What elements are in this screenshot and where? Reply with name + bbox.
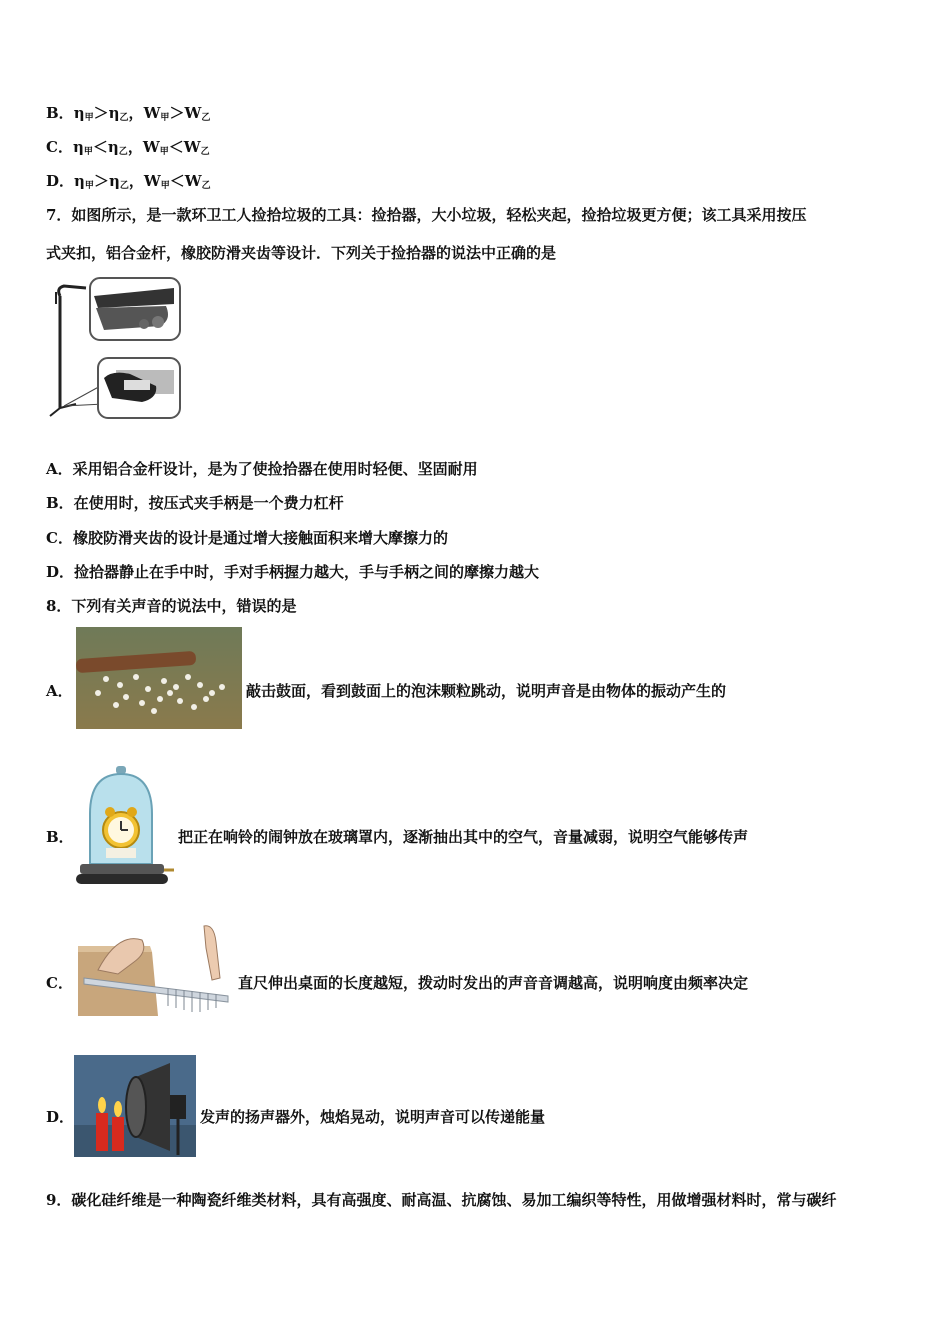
trash-picker-image <box>46 274 186 420</box>
ruler-desk-image <box>78 922 234 1016</box>
q9-stem-line1: 9．碳化硅纤维是一种陶瓷纤维类材料，具有高强度、耐高温、抗腐蚀、易加工编织等特性，用做增强材料时，常与碳纤 <box>46 1191 837 1209</box>
q7-stem-line1: 7．如图所示，是一款环卫工人捡拾垃圾的工具：捡拾器，大小垃圾，轻松夹起，捡拾垃圾更方便；该工具采用按压 <box>46 206 807 224</box>
q7-option-a: A．采用铝合金杆设计，是为了使捡拾器在使用时轻便、坚固耐用 <box>46 460 478 478</box>
drum-foam-image <box>76 627 242 729</box>
q8-option-a-text: 敲击鼓面，看到鼓面上的泡沫颗粒跳动，说明声音是由物体的振动产生的 <box>246 682 727 700</box>
q8-option-a-label: A． <box>46 682 73 700</box>
q7-option-c: C．橡胶防滑夹齿的设计是通过增大接触面积来增大摩擦力的 <box>46 529 448 547</box>
q8-stem: 8．下列有关声音的说法中，错误的是 <box>46 597 297 615</box>
q8-option-b-text: 把正在响铃的闹钟放在玻璃罩内，逐渐抽出其中的空气，音量减弱，说明空气能够传声 <box>178 828 749 846</box>
q8-option-b-label: B． <box>46 828 74 846</box>
q8-option-d-label: D． <box>46 1108 75 1126</box>
speaker-candle-image <box>74 1055 196 1157</box>
q7-stem-line2: 式夹扣，铝合金杆，橡胶防滑夹齿等设计．下列关于捡拾器的说法中正确的是 <box>46 244 557 262</box>
option-c-prev: C．$\eta_甲<\eta_乙$，$W_甲<W_乙$ <box>46 138 210 157</box>
q8-option-d-text: 发声的扬声器外，烛焰晃动，说明声音可以传递能量 <box>200 1108 546 1126</box>
q8-option-c-text: 直尺伸出桌面的长度越短，拨动时发出的声音音调越高，说明响度由频率决定 <box>238 974 749 992</box>
option-b-prev: B．$\eta_甲>\eta_乙$，$W_甲>W_乙$ <box>46 104 211 123</box>
option-d-prev: D．$\eta_甲>\eta_乙$，$W_甲<W_乙$ <box>46 172 211 191</box>
bell-jar-clock-image <box>72 764 176 890</box>
q7-option-d: D．捡拾器静止在手中时，手对手柄握力越大，手与手柄之间的摩擦力越大 <box>46 563 540 581</box>
q8-option-c-label: C． <box>46 974 73 992</box>
q7-option-b: B．在使用时，按压式夹手柄是一个费力杠杆 <box>46 494 344 512</box>
